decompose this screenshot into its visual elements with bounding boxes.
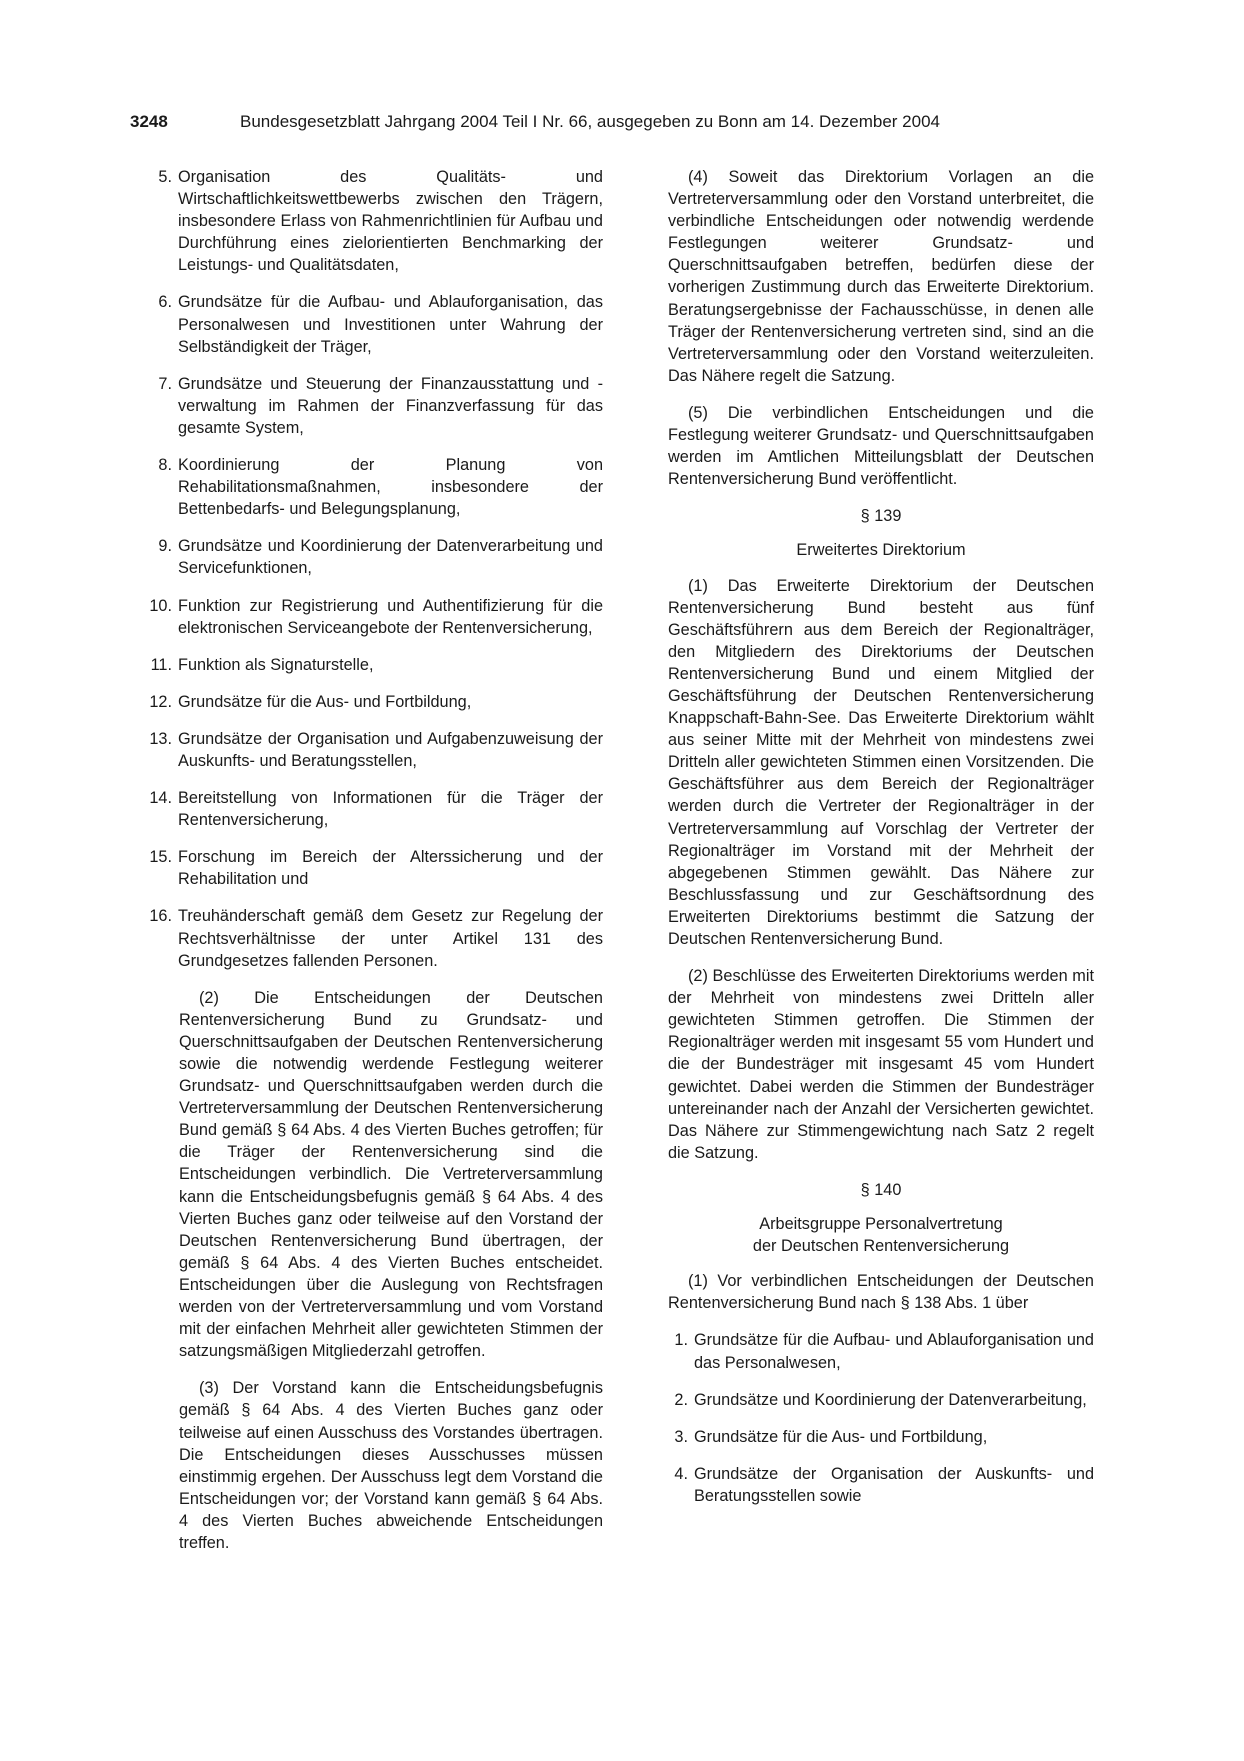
section-139-number: § 139 bbox=[860, 507, 902, 526]
list-item-number: 8. bbox=[158, 456, 172, 475]
section-140-title-line-1: Arbeitsgruppe Personalvertretung bbox=[759, 1215, 1003, 1234]
right-column bbox=[668, 166, 1094, 1522]
list-item-number: 16. bbox=[149, 907, 172, 926]
list-item bbox=[668, 1389, 1094, 1411]
list-item-number: 12. bbox=[149, 692, 172, 711]
list-item bbox=[148, 905, 603, 971]
list-item-text: Grundsätze und Koordinierung der Datenverarbeitung, bbox=[694, 1390, 1087, 1409]
paragraph-5: (5) Die verbindlichen Entscheidungen und die Festlegung weiterer Grundsatz- und Querschnittsaufgaben werden im Amtlichen Mitteilungsblatt der Deutschen Rentenversicherung Bund veröffentlicht. bbox=[668, 403, 1094, 489]
list-item bbox=[148, 691, 603, 713]
list-item-number: 10. bbox=[149, 596, 172, 615]
list-item-number: 6. bbox=[158, 293, 172, 312]
list-item-text: Grundsätze der Organisation und Aufgabenzuweisung der Auskunfts- und Beratungsstellen, bbox=[178, 729, 603, 770]
list-item-text: Grundsätze und Steuerung der Finanzausstattung und -verwaltung im Rahmen der Finanzverfassung für das gesamte System, bbox=[178, 374, 603, 437]
list-item-number: 14. bbox=[149, 789, 172, 808]
list-item-number: 4. bbox=[674, 1464, 688, 1483]
list-item-text: Grundsätze der Organisation der Auskunfts- und Beratungsstellen sowie bbox=[694, 1464, 1094, 1505]
list-item-number: 9. bbox=[158, 537, 172, 556]
left-column bbox=[149, 166, 603, 1569]
section-139-title: Erweitertes Direktorium bbox=[796, 541, 966, 560]
paragraph-4: (4) Soweit das Direktorium Vorlagen an die Vertreterversammlung oder den Vorstand unterbreitet, die verbindliche Entscheidungen oder notwendig werdende Festlegungen weiterer Grundsatz- und Querschnittsaufgaben betreffen, bedürfen diese der vorherigen Zustimmung durch das Erweiterte Direktorium. Beratungsergebnisse der Fachausschüsse, in denen alle Träger der Rentenversicherung vertreten sind, sind an die Vertreterversammlung oder den Vorstand weiterzuleiten. Das Nähere regelt die Satzung. bbox=[668, 168, 1094, 385]
list-item-number: 1. bbox=[674, 1331, 688, 1350]
section-140-title-line-2: der Deutschen Rentenversicherung bbox=[752, 1237, 1010, 1256]
list-item-text: Grundsätze für die Aus- und Fortbildung, bbox=[694, 1427, 988, 1446]
list-item-text: Grundsätze für die Aufbau- und Ablauforganisation und das Personalwesen, bbox=[694, 1331, 1094, 1372]
list-item-text: Treuhänderschaft gemäß dem Gesetz zur Regelung der Rechtsverhältnisse der unter Artikel 131 des Grundgesetzes fallenden Personen. bbox=[178, 907, 603, 970]
list-item bbox=[148, 787, 603, 831]
list-item bbox=[668, 1426, 1094, 1448]
list-item bbox=[148, 373, 603, 439]
list-item-number: 3. bbox=[674, 1427, 688, 1446]
list-item bbox=[148, 535, 603, 579]
list-item-text: Organisation des Qualitäts- und Wirtschaftlichkeitswettbewerbs zwischen den Trägern, insbesondere Erlass von Rahmenrichtlinien für Aufbau und Durchführung eines zielorientierten Benchmarking der Leistungs- und Qualitätsdaten, bbox=[178, 168, 603, 275]
section-139-paragraph-1: (1) Das Erweiterte Direktorium der Deutschen Rentenversicherung Bund besteht aus fünf Geschäftsführern aus dem Bereich der Regionalträger, den Mitgliedern des Direktoriums der Deutschen Rentenversicherung Bund und einem Mitglied der Geschäftsführung der Deutschen Rentenversicherung Knappschaft-Bahn-See. Das Erweiterte Direktorium wählt aus seiner Mitte mit der Mehrheit von mindestens zwei Dritteln aller gewichteten Stimmen einen Vorsitzenden. Die Geschäftsführer aus dem Bereich der Regionalträger werden durch die Vertreter der Regionalträger in der Vertreterversammlung auf Vorschlag der Vertreter der Regionalträger im Vorstand mit der Mehrheit der abgegebenen Stimmen gewählt. Das Nähere zur Beschlussfassung und zur Geschäftsordnung des Erweiterten Direktoriums bestimmt die Satzung der Deutschen Rentenversicherung Bund. bbox=[668, 576, 1094, 948]
list-item-number: 2. bbox=[674, 1390, 688, 1409]
list-item-number: 13. bbox=[149, 729, 172, 748]
paragraph-3: (3) Der Vorstand kann die Entscheidungsbefugnis gemäß § 64 Abs. 4 des Vierten Buches ganz oder teilweise auf einen Ausschuss des Vorstandes übertragen. Die Entscheidungen dieses Ausschusses müssen einstimmig ergehen. Der Ausschuss legt dem Vorstand die Entscheidungen vor; der Vorstand kann gemäß § 64 Abs. 4 des Vierten Buches abweichende Entscheidungen treffen. bbox=[179, 1379, 603, 1552]
task-list bbox=[148, 166, 603, 972]
page-header bbox=[130, 112, 1120, 138]
list-item-number: 11. bbox=[150, 655, 172, 674]
list-item-text: Funktion als Signaturstelle, bbox=[178, 655, 374, 674]
paragraph-2: (2) Die Entscheidungen der Deutschen Rentenversicherung Bund zu Grundsatz- und Querschnittsaufgaben der Deutschen Rentenversicherung sowie die notwendig werdende Festlegung weiterer Grundsatz- und Querschnittsaufgaben werden durch die Vertreterversammlung der Deutschen Rentenversicherung Bund gemäß § 64 Abs. 4 des Vierten Buches getroffen; für die Träger der Rentenversicherung sind die Entscheidungen verbindlich. Die Vertreterversammlung kann die Entscheidungsbefugnis gemäß § 64 Abs. 4 des Vierten Buches ganz oder teilweise auf den Vorstand der Deutschen Rentenversicherung Bund übertragen, der gemäß § 64 Abs. 4 des Vierten Buches entscheidet. Entscheidungen über die Auslegung von Rechtsfragen werden von der Vertreterversammlung und vom Vorstand mit der einfachen Mehrheit aller gewichteten Stimmen der satzungsmäßigen Mitgliederzahl getroffen. bbox=[179, 988, 603, 1361]
page-number: 3248 bbox=[130, 112, 168, 131]
list-item bbox=[148, 654, 603, 676]
section-140-number: § 140 bbox=[860, 1180, 902, 1199]
list-item-number: 7. bbox=[158, 374, 172, 393]
list-item bbox=[668, 1463, 1094, 1507]
section-140-list bbox=[668, 1329, 1094, 1507]
list-item-text: Funktion zur Registrierung und Authentifizierung für die elektronischen Serviceangebote der Rentenversicherung, bbox=[178, 596, 603, 637]
section-140-paragraph-1: (1) Vor verbindlichen Entscheidungen der Deutschen Rentenversicherung Bund nach § 138 Abs. 1 über bbox=[668, 1272, 1094, 1313]
list-item-text: Grundsätze und Koordinierung der Datenverarbeitung und Servicefunktionen, bbox=[178, 537, 603, 578]
list-item-text: Bereitstellung von Informationen für die Träger der Rentenversicherung, bbox=[178, 789, 603, 830]
list-item bbox=[148, 728, 603, 772]
list-item bbox=[148, 166, 603, 276]
list-item bbox=[668, 1329, 1094, 1373]
list-item bbox=[148, 291, 603, 357]
list-item bbox=[148, 454, 603, 520]
list-item-text: Grundsätze für die Aufbau- und Ablauforganisation, das Personalwesen und Investitionen unter Wahrung der Selbständigkeit der Träger, bbox=[178, 293, 603, 356]
list-item-text: Forschung im Bereich der Alterssicherung und der Rehabilitation und bbox=[178, 848, 603, 889]
list-item-text: Koordinierung der Planung von Rehabilitationsmaßnahmen, insbesondere der Bettenbedarfs- und Belegungsplanung, bbox=[178, 456, 603, 519]
list-item-number: 15. bbox=[149, 848, 172, 867]
list-item-text: Grundsätze für die Aus- und Fortbildung, bbox=[178, 692, 472, 711]
list-item bbox=[148, 846, 603, 890]
running-head: Bundesgesetzblatt Jahrgang 2004 Teil I Nr. 66, ausgegeben zu Bonn am 14. Dezember 2004 bbox=[240, 112, 940, 131]
list-item-number: 5. bbox=[158, 168, 172, 186]
section-140-title bbox=[668, 1213, 1094, 1257]
list-item bbox=[148, 595, 603, 639]
section-139-paragraph-2: (2) Beschlüsse des Erweiterten Direktoriums werden mit der Mehrheit von mindestens zwei Dritteln aller gewichteten Stimmen getroffen. Die Stimmen der Regionalträger werden mit insgesamt 55 vom Hundert und die der Bundesträger mit insgesamt 45 vom Hundert gewichtet. Dabei werden die Stimmen der Bundesträger untereinander nach der Anzahl der Versicherten gewichtet. Das Nähere zur Stimmengewichtung nach Satz 2 regelt die Satzung. bbox=[668, 967, 1094, 1162]
